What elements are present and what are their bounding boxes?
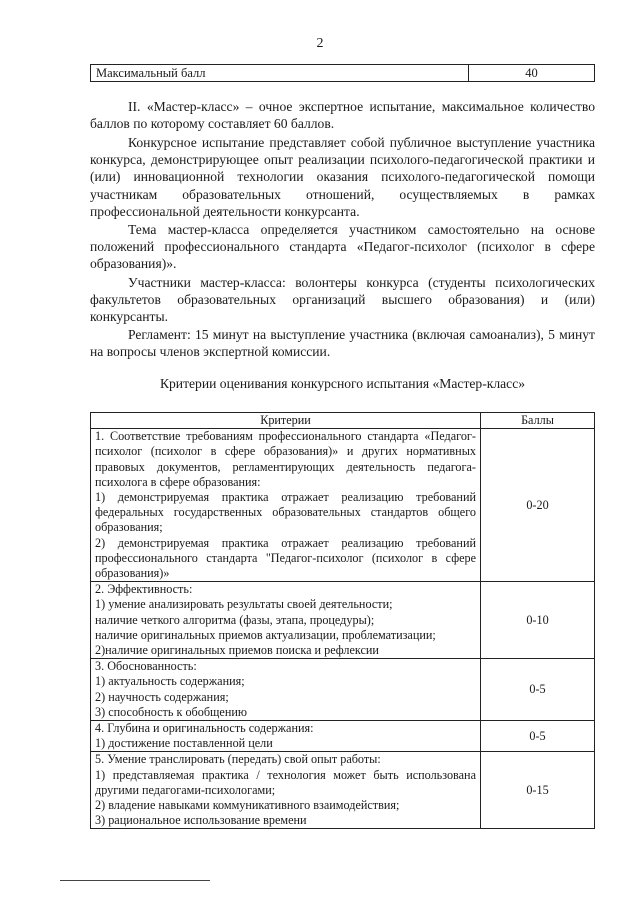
criteria-line: 5. Умение транслировать (передать) свой опыт работы:: [95, 752, 381, 767]
table-row: [91, 752, 595, 829]
footnote-divider: [60, 880, 210, 881]
criteria-cell: [91, 659, 481, 721]
max-score-table: [90, 64, 595, 82]
criteria-line: наличие оригинальных приемов актуализации, проблематизации;: [95, 627, 436, 642]
criteria-cell: [91, 721, 481, 752]
table-row: [91, 429, 595, 582]
table-row: [91, 582, 595, 659]
criteria-cell: [91, 429, 481, 582]
criteria-line: 2)наличие оригинальных приемов поиска и рефлексии: [95, 643, 379, 658]
max-score-label: Максимальный балл: [91, 65, 469, 82]
criteria-line: 2) владение навыками коммуникативного взаимодействия;: [95, 798, 400, 813]
criteria-line: 1) представляемая практика / технология может быть использована другими педагогами-психологами;: [95, 767, 476, 797]
criteria-line: 1) демонстрируемая практика отражает реализацию требований федеральных государственных образовательных стандартов общего образования;: [95, 490, 476, 535]
criteria-table: [90, 412, 595, 829]
regulation-paragraph: Регламент: 15 минут на выступление участника (включая самоанализ), 5 минут на вопросы членов экспертной комиссии.: [90, 327, 595, 360]
points-cell: 0-5: [481, 659, 595, 721]
criteria-line: 3) способность к обобщению: [95, 704, 247, 719]
page-number: 2: [316, 36, 324, 51]
points-column-header: Баллы: [481, 413, 595, 429]
criteria-line: 2) научность содержания;: [95, 689, 229, 704]
max-score-value: 40: [469, 65, 595, 82]
participants-paragraph: Участники мастер-класса: волонтеры конкурса (студенты психологических факультетов образовательных организаций высшего образования) и (или) конкурсанты.: [90, 275, 595, 325]
criteria-line: 1) достижение поставленной цели: [95, 736, 273, 751]
criteria-cell: [91, 752, 481, 829]
criteria-line: 2. Эффективность:: [95, 582, 193, 597]
points-cell: 0-5: [481, 721, 595, 752]
max-score-row: [91, 65, 595, 82]
criteria-line: 1. Соответствие требованиям профессионального стандарта «Педагог-психолог (психолог в сфере образования)» и других нормативных правовых документов, регламентирующих деятельность педагога-психолога в сфере образования:: [95, 429, 476, 489]
points-cell: 0-10: [481, 582, 595, 659]
criteria-line: 1) актуальность содержания;: [95, 674, 245, 689]
criteria-heading: Критерии оценивания конкурсного испытания «Мастер-класс»: [159, 376, 526, 391]
table-row: [91, 721, 595, 752]
criteria-line: 4. Глубина и оригинальность содержания:: [95, 721, 314, 736]
points-cell: 0-20: [481, 429, 595, 582]
criteria-cell: [91, 582, 481, 659]
points-cell: 0-15: [481, 752, 595, 829]
criteria-line: 1) умение анализировать результаты своей деятельности;: [95, 597, 393, 612]
criteria-line: наличие четкого алгоритма (фазы, этапа, процедуры);: [95, 612, 375, 627]
criteria-line: 3) рациональное использование времени: [95, 813, 307, 828]
table-header-row: [91, 413, 595, 429]
criteria-column-header: Критерии: [91, 413, 481, 429]
description-paragraph: Конкурсное испытание представляет собой публичное выступление участника конкурса, демонстрирующее опыт реализации психолого-педагогической практики и (или) инновационной технологии оказания психолого-педагогической помощи участникам образовательных отношений, осуществляемых в рамках профессиональной деятельности конкурсанта.: [90, 135, 595, 219]
section-two-paragraph: II. «Мастер-класс» – очное экспертное испытание, максимальное количество баллов по которому составляет 60 баллов.: [90, 99, 595, 132]
criteria-line: 3. Обоснованность:: [95, 659, 197, 674]
topic-paragraph: Тема мастер-класса определяется участником самостоятельно на основе положений профессионального стандарта «Педагог-психолог (психолог в сфере образования)».: [90, 222, 595, 272]
criteria-line: 2) демонстрируемая практика отражает реализацию требований профессионального стандарта "Педагог-психолог (психолог в сфере образования)»: [95, 535, 476, 581]
table-row: [91, 659, 595, 721]
